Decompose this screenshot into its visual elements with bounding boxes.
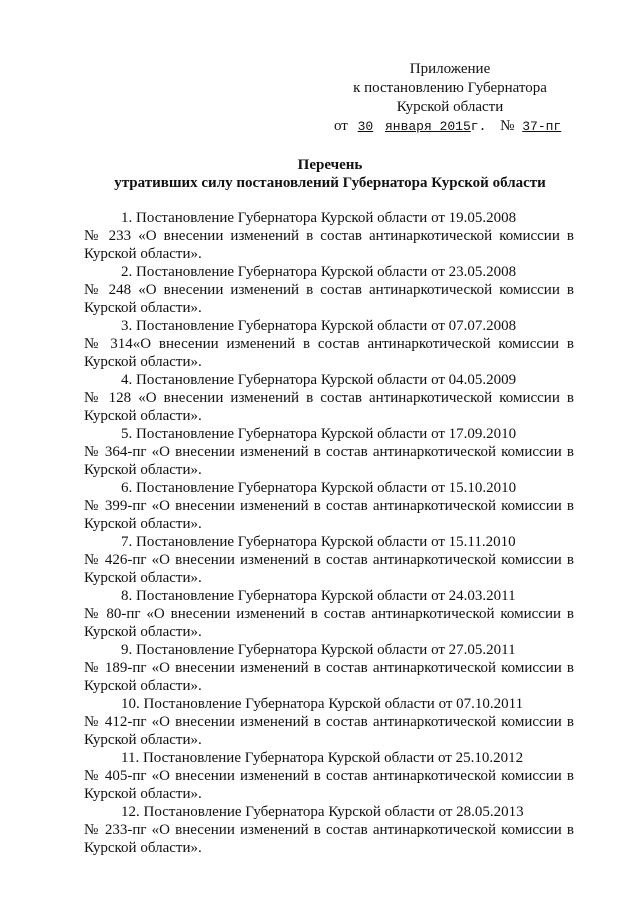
list-item-body-line: № 399-пг «О внесении изменений в состав антинаркотической комиссии в — [84, 498, 574, 514]
appendix-header — [330, 60, 570, 136]
list-item-body-line: № 248 «О внесении изменений в состав антинаркотической комиссии в — [84, 282, 574, 298]
list-item-heading-line: 3. Постановление Губернатора Курской области от 07.07.2008 — [121, 318, 517, 334]
list-item-tail-line: Курской области». — [84, 516, 202, 532]
list-item — [84, 317, 574, 371]
list-item-tail-line: Курской области». — [84, 732, 202, 748]
list-item-tail-line: Курской области». — [84, 408, 202, 424]
list-item-body-line: № 80-пг «О внесении изменений в состав антинаркотической комиссии в — [84, 606, 574, 622]
list-item-tail-line: Курской области». — [84, 624, 202, 640]
title-line-2: утративших силу постановлений Губернатора Курской области — [114, 175, 546, 191]
resolution-number: 37-пг — [522, 119, 562, 134]
number-sign: № — [500, 118, 515, 134]
list-item-tail-line: Курской области». — [84, 678, 202, 694]
list-item-heading-line: 9. Постановление Губернатора Курской области от 27.05.2011 — [121, 642, 516, 658]
list-item-tail-line: Курской области». — [84, 300, 202, 316]
list-item-body-line: № 412-пг «О внесении изменений в состав антинаркотической комиссии в — [84, 714, 574, 730]
list-item-heading-line: 1. Постановление Губернатора Курской области от 19.05.2008 — [121, 210, 517, 226]
list-item — [84, 803, 574, 857]
list-item — [84, 371, 574, 425]
list-item-heading-line: 11. Постановление Губернатора Курской области от 25.10.2012 — [121, 750, 524, 766]
list-item-body-line: № 314«О внесении изменений в состав антинаркотической комиссии в — [84, 336, 574, 352]
list-item-heading-line: 10. Постановление Губернатора Курской области от 07.10.2011 — [121, 696, 524, 712]
date-suffix: г. — [470, 119, 487, 134]
appendix-date-line — [330, 117, 570, 136]
list-item-tail-line: Курской области». — [84, 570, 202, 586]
list-item — [84, 425, 574, 479]
date-prefix: от — [334, 118, 348, 134]
title-line-1: Перечень — [297, 157, 363, 173]
appendix-line-3: Курской области — [396, 99, 504, 115]
date-day: 30 — [357, 119, 374, 134]
list-item-heading-line: 5. Постановление Губернатора Курской области от 17.09.2010 — [121, 426, 517, 442]
list-item-tail-line: Курской области». — [84, 462, 202, 478]
resolutions-list — [84, 209, 574, 857]
list-item-tail-line: Курской области». — [84, 840, 202, 856]
appendix-line-2: к постановлению Губернатора — [353, 80, 547, 96]
list-item-body-line: № 189-пг «О внесении изменений в состав антинаркотической комиссии в — [84, 660, 574, 676]
list-item-heading-line: 12. Постановление Губернатора Курской области от 28.05.2013 — [121, 804, 524, 820]
list-item-heading-line: 6. Постановление Губернатора Курской области от 15.10.2010 — [121, 480, 517, 496]
list-item — [84, 209, 574, 263]
list-item — [84, 263, 574, 317]
list-item-body-line: № 233 «О внесении изменений в состав антинаркотической комиссии в — [84, 228, 574, 244]
list-item-heading-line: 7. Постановление Губернатора Курской области от 15.11.2010 — [121, 534, 516, 550]
date-month-year: января 2015 — [384, 119, 471, 134]
list-item-body-line: № 426-пг «О внесении изменений в состав антинаркотической комиссии в — [84, 552, 574, 568]
list-item-heading-line: 8. Постановление Губернатора Курской области от 24.03.2011 — [121, 588, 516, 604]
list-item — [84, 695, 574, 749]
document-title — [60, 156, 600, 192]
appendix-line-1: Приложение — [409, 61, 491, 77]
list-item — [84, 479, 574, 533]
list-item-heading-line: 4. Постановление Губернатора Курской области от 04.05.2009 — [121, 372, 517, 388]
list-item-body-line: № 405-пг «О внесении изменений в состав антинаркотической комиссии в — [84, 768, 574, 784]
list-item-body-line: № 128 «О внесении изменений в состав антинаркотической комиссии в — [84, 390, 574, 406]
list-item — [84, 749, 574, 803]
list-item-tail-line: Курской области». — [84, 246, 202, 262]
list-item-body-line: № 233-пг «О внесении изменений в состав антинаркотической комиссии в — [84, 822, 574, 838]
list-item-body-line: № 364-пг «О внесении изменений в состав антинаркотической комиссии в — [84, 444, 574, 460]
list-item-heading-line: 2. Постановление Губернатора Курской области от 23.05.2008 — [121, 264, 517, 280]
list-item — [84, 587, 574, 641]
list-item-tail-line: Курской области». — [84, 354, 202, 370]
list-item — [84, 533, 574, 587]
list-item-tail-line: Курской области». — [84, 786, 202, 802]
list-item — [84, 641, 574, 695]
